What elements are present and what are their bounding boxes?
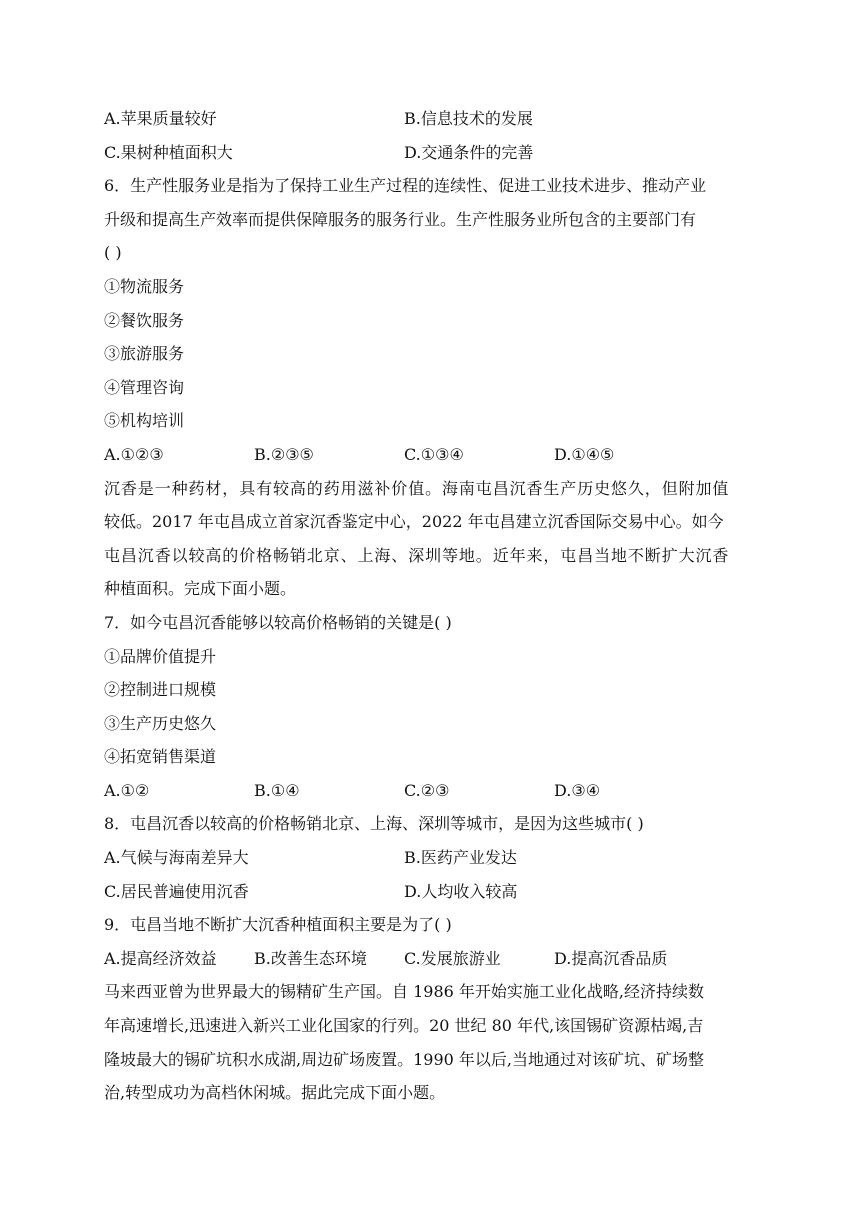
q5-option-b[interactable]: B.信息技术的发展 [404,109,533,128]
q8-option-c[interactable]: C.居民普遍使用沉香 [104,881,249,901]
q9-option-d[interactable]: D.提高沉香品质 [554,948,668,968]
q6-option-d[interactable]: D.①④⑤ [554,444,615,464]
q8-options-row-1 [104,841,760,875]
q6-answer-blank: ( ) [104,243,122,263]
q7-option-d[interactable]: D.③④ [554,780,601,800]
q9-stem: 9．屯昌当地不断扩大沉香种植面积主要是为了( ) [104,915,452,935]
passage1-line-3: 屯昌沉香以较高的价格畅销北京、上海、深圳等地。近年来，屯昌当地不断扩大沉香 [104,545,730,565]
passage1-line-2: 较低。2017 年屯昌成立首家沉香鉴定中心，2022 年屯昌建立沉香国际交易中心。如今 [104,512,724,532]
q6-item-2: ②餐饮服务 [104,310,185,330]
q6-stem-line-1: 6．生产性服务业是指为了保持工业生产过程的连续性、促进工业技术进步、推动产业 [104,176,707,196]
q8-option-b[interactable]: B.医药产业发达 [404,848,517,868]
q7-option-a[interactable]: A.①② [104,780,150,800]
q8-stem: 8．屯昌沉香以较高的价格畅销北京、上海、深圳等城市，是因为这些城市( ) [104,814,644,834]
q5-options-row-1 [104,102,760,136]
q7-item-2: ②控制进口规模 [104,680,217,700]
q6-item-4: ④管理咨询 [104,377,185,397]
q6-option-c[interactable]: C.①③④ [404,444,464,464]
q7-stem: 7．如今屯昌沉香能够以较高价格畅销的关键是( ) [104,612,452,632]
q5-option-a[interactable]: A.苹果质量较好 [104,109,217,128]
q8-options-row-2 [104,875,760,909]
q8-option-a[interactable]: A.气候与海南差异大 [104,848,249,868]
passage2-line-1: 马来西亚曾为世界最大的锡精矿生产国。自 1986 年开始实施工业化战略,经济持续数 [104,982,704,1002]
q5-option-c[interactable]: C.果树种植面积大 [104,142,233,162]
exam-page [104,102,760,1110]
q5-option-d[interactable]: D.交通条件的完善 [404,142,534,162]
passage2-line-4: 治,转型成功为高档休闲城。据此完成下面小题。 [104,1083,446,1103]
q5-options-row-2 [104,136,760,170]
q7-item-3: ③生产历史悠久 [104,713,217,733]
passage1-line-1: 沉香是一种药材，具有较高的药用滋补价值。海南屯昌沉香生产历史悠久，但附加值 [104,478,730,498]
passage2-line-3: 隆坡最大的锡矿坑积水成湖,周边矿场废置。1990 年以后,当地通过对该矿坑、矿场整 [104,1049,704,1069]
q6-item-3: ③旅游服务 [104,344,185,364]
passage1-line-4: 种植面积。完成下面小题。 [104,579,297,599]
q7-options [104,774,760,808]
q9-option-c[interactable]: C.发展旅游业 [404,948,501,968]
q6-item-5: ⑤机构培训 [104,411,185,431]
q6-option-a[interactable]: A.①②③ [104,444,164,464]
q7-option-b[interactable]: B.①④ [254,780,300,800]
q7-item-4: ④拓宽销售渠道 [104,747,217,767]
q9-option-a[interactable]: A.提高经济效益 [104,948,217,968]
q6-item-1: ①物流服务 [104,276,185,296]
q6-stem-line-2: 升级和提高生产效率而提供保障服务的服务行业。生产性服务业所包含的主要部门有 [104,209,697,229]
q6-option-b[interactable]: B.②③⑤ [254,444,314,464]
passage2-line-2: 年高速增长,迅速进入新兴工业化国家的行列。20 世纪 80 年代,该国锡矿资源枯竭,吉 [104,1016,704,1036]
q9-option-b[interactable]: B.改善生态环境 [254,948,367,968]
q6-options [104,438,760,472]
q7-item-1: ①品牌价值提升 [104,646,217,666]
q9-options [104,942,760,976]
q8-option-d[interactable]: D.人均收入较高 [404,881,518,901]
q7-option-c[interactable]: C.②③ [404,780,450,800]
